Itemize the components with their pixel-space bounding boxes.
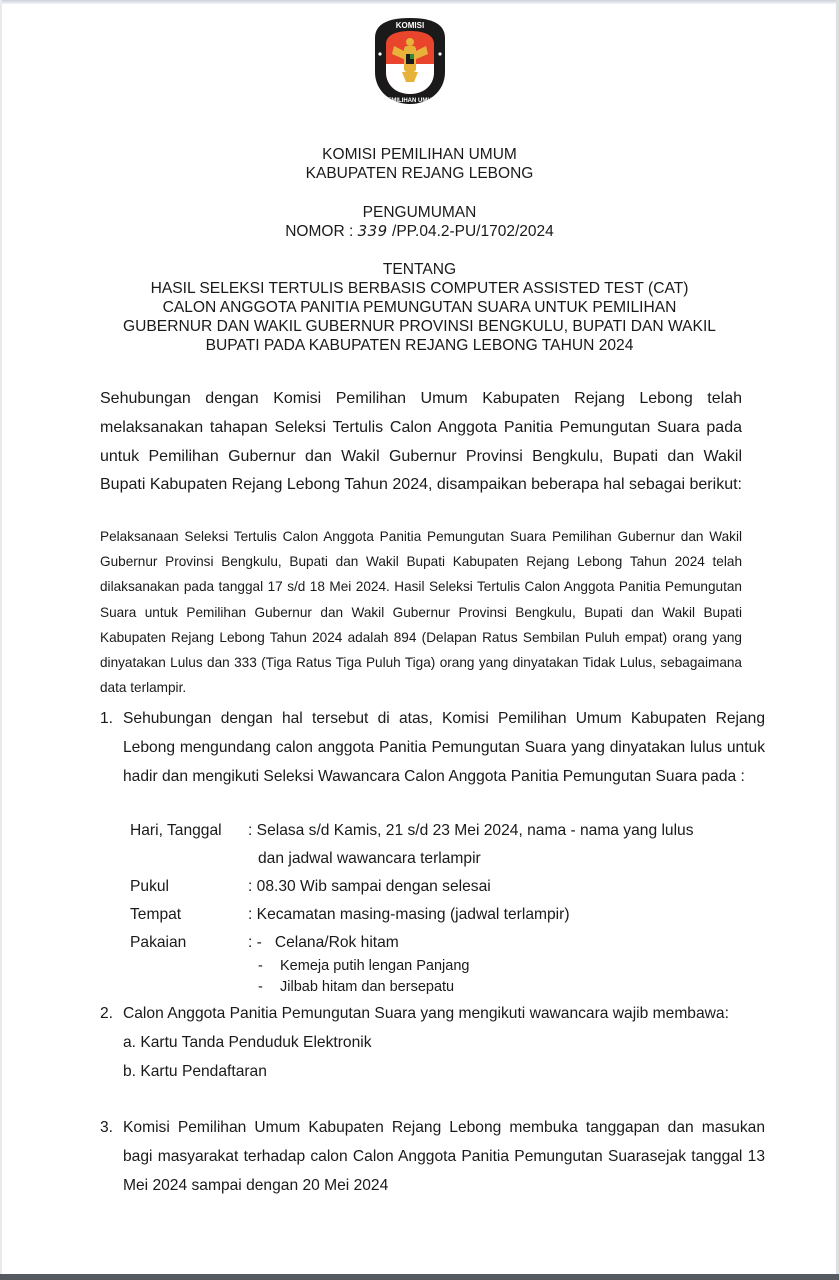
document-title [0, 260, 839, 355]
item-text: Calon Anggota Panitia Pemungutan Suara yang mengikuti wawancara wajib membawa: [123, 1005, 729, 1022]
page-edge-bottom [0, 1274, 839, 1280]
day-value: : Selasa s/d Kamis, 21 s/d 23 Mei 2024, nama - nama yang lulus [248, 822, 694, 839]
title-line: HASIL SELEKSI TERTULIS BERBASIS COMPUTER ASSISTED TEST (CAT) [150, 280, 689, 297]
time-label: Pukul [130, 878, 170, 895]
dash-bullet: - [258, 958, 263, 974]
number-suffix: /PP.04.2-PU/1702/2024 [392, 223, 554, 240]
title-line: GUBERNUR DAN WAKIL GUBERNUR PROVINSI BENGKULU, BUPATI DAN WAKIL [123, 318, 716, 335]
item-number: 2. [100, 1005, 114, 1022]
announcement-header [0, 203, 839, 241]
title-line: CALON ANGGOTA PANITIA PEMUNGUTAN SUARA UNTUK PEMILIHAN [162, 299, 677, 316]
list-item [100, 1000, 765, 1086]
place-value: : Kecamatan masing-masing (jadwal terlampir) [248, 906, 570, 923]
item-number: 3. [100, 1119, 114, 1136]
page-edge-top [0, 0, 839, 4]
number-prefix: NOMOR : [285, 223, 354, 240]
handwritten-number: 339 [357, 222, 388, 240]
day-value-continued: dan jadwal wawancara terlampir [258, 850, 481, 867]
document-type: PENGUMUMAN [362, 204, 477, 221]
attire-text: Kemeja putih lengan Panjang [280, 958, 470, 974]
item-text: Sehubungan dengan hal tersebut di atas, Komisi Pemilihan Umum Kabupaten Rejang Lebong mengundang calon anggota Panitia Pemungutan Suara yang dinyatakan lulus untuk hadir dan mengikuti Seleksi Wawancara Calon Anggota Panitia Pemungutan Suara pada : [123, 710, 765, 785]
schedule-row-place [130, 906, 750, 934]
item-number: 1. [100, 710, 114, 727]
attire-text: Jilbab hitam dan bersepatu [280, 979, 455, 995]
organization-header [0, 145, 839, 183]
page-edge-left [0, 0, 2, 1280]
org-name: KOMISI PEMILIHAN UMUM [322, 146, 517, 163]
attire-item [258, 958, 469, 974]
schedule-row-time [130, 878, 750, 906]
intro-paragraph: Sehubungan dengan Komisi Pemilihan Umum Kabupaten Rejang Lebong telah melaksanakan tahapan Seleksi Tertulis Calon Anggota Panitia Pemungutan Suara pada untuk Pemilihan Gubernur dan Wakil Gubernur Provinsi Bengkulu, Bupati dan Wakil Bupati Kabupaten Rejang Lebong Tahun 2024, disampaikan beberapa hal sebagai berikut: [100, 390, 742, 494]
list-item [100, 1114, 765, 1200]
dash-bullet: - [258, 979, 263, 995]
about-label: TENTANG [382, 261, 457, 278]
day-label: Hari, Tanggal [130, 822, 222, 839]
logo-top-text: KOMISI [395, 21, 425, 30]
org-region: KABUPATEN REJANG LEBONG [305, 165, 534, 182]
list-item [100, 705, 765, 791]
item-text: Komisi Pemilihan Umum Kabupaten Rejang Lebong membuka tanggapan dan masukan bagi masyarakat terhadap calon Calon Anggota Panitia Pemungutan Suarasejak tanggal 13 Mei 2024 sampai dengan 20 Mei 2024 [123, 1119, 765, 1194]
sub-item: b. Kartu Pendaftaran [123, 1062, 267, 1080]
time-value: : 08.30 Wib sampai dengan selesai [248, 878, 491, 895]
logo-bottom-text: PEMILIHAN UMUM [383, 98, 437, 104]
sub-item: a. Kartu Tanda Penduduk Elektronik [123, 1033, 372, 1051]
schedule-row-day [130, 822, 750, 850]
document-number [0, 222, 839, 241]
attire-first: : - Celana/Rok hitam [248, 934, 399, 951]
result-paragraph: Pelaksanaan Seleksi Tertulis Calon Anggota Panitia Pemungutan Suara Pemilihan Gubernur dan Wakil Gubernur Provinsi Bengkulu, Bupati dan Wakil Bupati Kabupaten Rejang Lebong Tahun 2024 telah dilaksanakan pada tanggal 17 s/d 18 Mei 2024. Hasil Seleksi Tertulis Calon Anggota Panitia Pemungutan Suara untuk Pemilihan Gubernur dan Wakil Gubernur Provinsi Bengkulu, Bupati dan Wakil Bupati Kabupaten Rejang Lebong Tahun 2024 adalah 894 (Delapan Ratus Sembilan Puluh empat) orang yang dinyatakan Lulus dan 333 (Tiga Ratus Tiga Puluh Tiga) orang yang dinyatakan Tidak Lulus, sebagaimana data terlampir. [100, 529, 742, 696]
attire-item [258, 979, 454, 995]
attire-label: Pakaian [130, 934, 187, 951]
kpu-logo [372, 16, 448, 106]
title-line: BUPATI PADA KABUPATEN REJANG LEBONG TAHUN 2024 [205, 337, 634, 354]
place-label: Tempat [130, 906, 182, 923]
